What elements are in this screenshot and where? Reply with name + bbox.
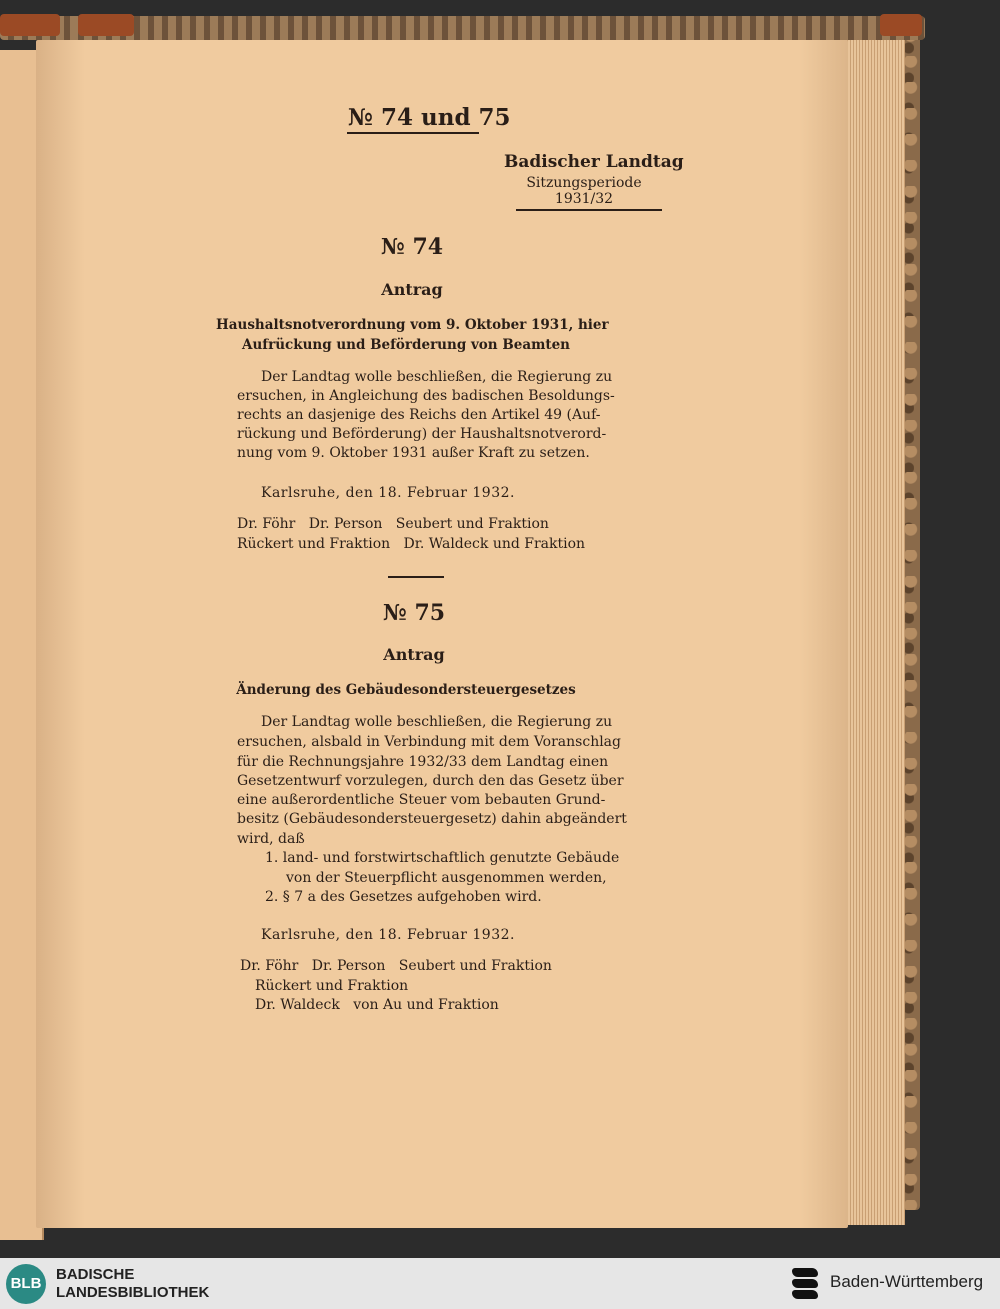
state-name[interactable]: Baden-Württemberg: [830, 1272, 984, 1291]
blb-logo-icon[interactable]: BLB: [6, 1264, 46, 1304]
doc75-body-line: wird, daß: [237, 831, 305, 847]
header-underline: [347, 132, 479, 134]
doc74-body-line: rechts an dasjenige des Reichs den Artikel 49 (Auf-: [237, 407, 601, 423]
doc75-subject: Änderung des Gebäudesondersteuergesetzes: [236, 682, 576, 698]
doc74-body-line: ersuchen, in Angleichung des badischen Besoldungs-: [237, 388, 615, 404]
page-edges: [845, 40, 905, 1225]
doc75-body-line: ersuchen, alsbald in Verbindung mit dem Voranschlag: [237, 734, 621, 750]
section-divider: [388, 576, 444, 578]
doc75-body-line: Gesetzentwurf vorzulegen, durch den das Gesetz über: [237, 773, 624, 789]
doc75-signatories-line: Dr. Waldeck von Au und Fraktion: [255, 997, 499, 1013]
doc75-signatories-line: Rückert und Fraktion: [255, 978, 409, 994]
doc74-number: № 74: [380, 234, 444, 260]
doc75-body-line: Der Landtag wolle beschließen, die Regierung zu: [261, 714, 613, 730]
viewer-footer: [0, 1258, 1000, 1309]
doc75-item-line: 2. § 7 a des Gesetzes aufgehoben wird.: [265, 889, 542, 905]
doc74-body-line: Der Landtag wolle beschließen, die Regierung zu: [261, 369, 613, 385]
landtag-rule: [516, 209, 662, 211]
landtag-title: Badischer Landtag: [504, 152, 684, 172]
doc75-body-line: besitz (Gebäudesondersteuergesetz) dahin abgeändert: [237, 811, 627, 827]
doc74-place-date: Karlsruhe, den 18. Februar 1932.: [261, 485, 515, 501]
document-page: [36, 40, 848, 1228]
leather-corner-right: [880, 14, 922, 36]
doc74-body-line: nung vom 9. Oktober 1931 außer Kraft zu setzen.: [237, 445, 590, 461]
doc74-type: Antrag: [381, 280, 443, 299]
doc74-signatories-line: Rückert und Fraktion Dr. Waldeck und Fraktion: [237, 536, 586, 552]
landtag-session: Sitzungsperiode: [526, 175, 642, 191]
landtag-period: 1931/32: [554, 191, 614, 207]
doc75-item-line: 1. land- und forstwirtschaftlich genutzte Gebäude: [265, 850, 620, 866]
document-header-number: № 74 und 75: [348, 104, 511, 131]
three-lions-icon: [790, 1266, 820, 1302]
leather-corner-left: [0, 14, 60, 36]
doc74-signatories-line: Dr. Föhr Dr. Person Seubert und Fraktion: [237, 516, 549, 532]
doc75-signatories-line: Dr. Föhr Dr. Person Seubert und Fraktion: [240, 958, 552, 974]
doc75-place-date: Karlsruhe, den 18. Februar 1932.: [261, 927, 515, 943]
doc75-number: № 75: [382, 600, 446, 626]
doc75-body-line: eine außerordentliche Steuer vom bebauten Grund-: [237, 792, 606, 808]
book-top-edge: [0, 16, 925, 40]
library-name-line1: BADISCHE: [56, 1266, 135, 1283]
doc74-body-line: rückung und Beförderung) der Haushaltsnotverord-: [237, 426, 607, 442]
doc75-body-line: für die Rechnungsjahre 1932/33 dem Landtag einen: [237, 754, 609, 770]
library-name-line2: LANDESBIBLIOTHEK: [56, 1284, 210, 1301]
doc75-type: Antrag: [383, 645, 445, 664]
doc75-item-line: von der Steuerpflicht ausgenommen werden,: [286, 870, 607, 886]
doc74-subject-line1: Haushaltsnotverordnung vom 9. Oktober 1931, hier: [216, 317, 609, 333]
doc74-subject-line2: Aufrückung und Beförderung von Beamten: [241, 337, 570, 353]
leather-corner-spine: [78, 14, 134, 36]
